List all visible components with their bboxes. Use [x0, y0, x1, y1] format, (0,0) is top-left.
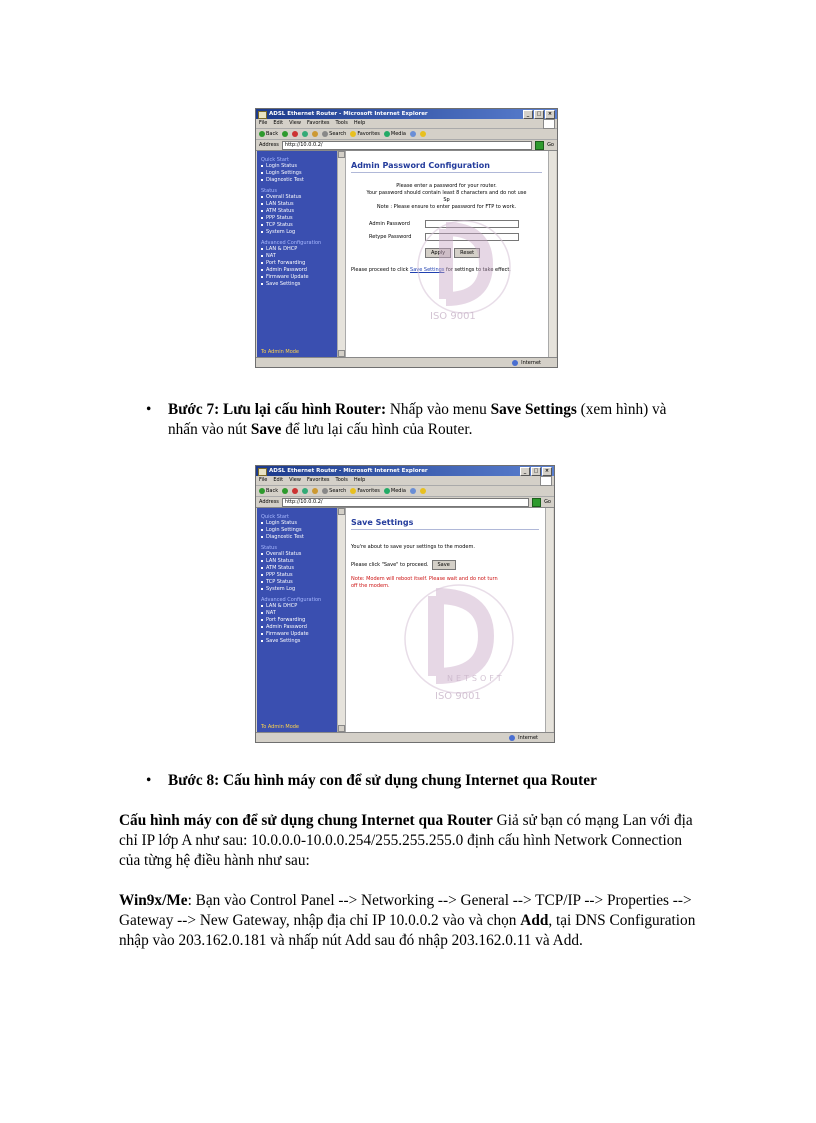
to-admin-mode-link[interactable]: To Admin Mode — [261, 349, 300, 355]
toolbar — [256, 129, 557, 140]
menu-view[interactable]: View — [289, 477, 301, 483]
sidebar-item-port-forwarding[interactable]: Port Forwarding — [257, 617, 337, 624]
admin-password-label: Admin Password — [369, 221, 410, 227]
sidebar-section-advanced: Advanced Configuration — [261, 597, 322, 603]
windows-logo-icon — [540, 476, 552, 486]
browser-viewport — [257, 508, 553, 732]
sidebar-item-login-settings[interactable]: Login Settings — [257, 170, 337, 177]
save-button[interactable]: Save — [432, 560, 456, 570]
save-prompt: Please click "Save" to proceed. — [351, 562, 429, 568]
page-title: Save Settings — [351, 518, 539, 530]
menu-edit[interactable]: Edit — [273, 120, 284, 126]
window-titlebar — [256, 466, 554, 476]
back-arrow-icon — [259, 131, 265, 137]
internet-zone-icon — [512, 360, 518, 366]
sidebar-item-lan-status[interactable]: LAN Status — [257, 558, 337, 565]
maximize-button[interactable]: □ — [534, 110, 544, 119]
sidebar-item-atm-status[interactable]: ATM Status — [257, 208, 337, 215]
status-zone: Internet — [518, 734, 538, 741]
media-button[interactable]: Media — [384, 131, 406, 137]
close-button[interactable]: × — [545, 110, 555, 119]
search-button[interactable]: Search — [322, 131, 346, 137]
page-title: Admin Password Configuration — [351, 161, 542, 173]
menu-file[interactable]: File — [259, 477, 268, 483]
sidebar-item-save-settings[interactable]: Save Settings — [257, 281, 337, 288]
sidebar-item-port-forwarding[interactable]: Port Forwarding — [257, 260, 337, 267]
address-label: Address — [259, 499, 279, 505]
content-pane — [345, 151, 548, 357]
sidebar-item-tcp-status[interactable]: TCP Status — [257, 579, 337, 586]
sidebar-item-nat[interactable]: NAT — [257, 253, 337, 260]
star-icon — [350, 488, 356, 494]
status-bar — [256, 732, 554, 742]
forward-arrow-icon[interactable] — [282, 488, 288, 494]
minimize-button[interactable]: _ — [523, 110, 533, 119]
close-button[interactable]: × — [542, 467, 552, 476]
bullet-step7: • — [146, 401, 152, 418]
menu-tools[interactable]: Tools — [335, 120, 348, 126]
scroll-up-arrow[interactable] — [338, 151, 345, 158]
ie-icon — [258, 468, 267, 476]
sidebar-section-status: Status — [261, 545, 277, 551]
screenshot-admin-password — [255, 108, 558, 368]
ftp-note: Note : Please ensure to enter password for FTP to work. — [376, 204, 517, 210]
content-scrollbar[interactable] — [548, 151, 556, 357]
stop-icon[interactable] — [292, 488, 298, 494]
reboot-note: Note: Modem will reboot itself. Please wait and do not turn off the modem. — [351, 576, 498, 589]
paragraph-win9x: Win9x/Me: Bạn vào Control Panel --> Networking --> General --> TCP/IP --> Properties --> Gateway --> New Gateway, nhập địa chỉ IP 10.0.0.2 vào và chọn Add, tại DNS Configuration nhập vào 203.162.0.181 và nhấp nút Add sau đó nhập 203.162.0.11 và Add. — [119, 892, 696, 949]
to-admin-mode-link[interactable]: To Admin Mode — [261, 724, 300, 730]
refresh-icon[interactable] — [302, 488, 308, 494]
menu-help[interactable]: Help — [353, 120, 366, 126]
favorites-button[interactable]: Favorites — [350, 131, 380, 137]
maximize-button[interactable]: □ — [531, 467, 541, 476]
intro-line-2: Your password should contain least 8 characters and do not use — [366, 190, 527, 196]
toolbar — [256, 486, 554, 497]
apply-button[interactable]: Apply — [425, 248, 451, 258]
watermark-iso: ISO 9001 — [430, 311, 476, 322]
status-bar — [256, 357, 557, 367]
window-title: ADSL Ethernet Router - Microsoft Internet Explorer — [269, 468, 428, 474]
sidebar-item-firmware-update[interactable]: Firmware Update — [257, 631, 337, 638]
sidebar-item-system-log[interactable]: System Log — [257, 229, 337, 236]
favorites-button[interactable]: Favorites — [350, 488, 380, 494]
sidebar-item-tcp-status[interactable]: TCP Status — [257, 222, 337, 229]
sidebar-item-ppp-status[interactable]: PPP Status — [257, 215, 337, 222]
paragraph-network-setup: Cấu hình máy con để sử dụng chung Internet qua Router Giả sử bạn có mạng Lan với địa chỉ IP lớp A như sau: 10.0.0.0-10.0.0.254/255.255.255.0 định cấu hình Network Connection của từng hệ điều hành như sau: — [119, 812, 693, 869]
sidebar-section-status: Status — [261, 188, 277, 194]
proceed-note: Please proceed to click Save Settings for settings to take effect. — [351, 267, 511, 273]
go-label[interactable]: Go — [547, 142, 554, 148]
content-pane — [345, 508, 545, 732]
mail-icon[interactable] — [420, 131, 426, 137]
sidebar-item-lan-status[interactable]: LAN Status — [257, 201, 337, 208]
minimize-button[interactable]: _ — [520, 467, 530, 476]
save-intro: You're about to save your settings to the modem. — [351, 544, 475, 550]
menu-bar — [256, 119, 557, 129]
sidebar-item-admin-password[interactable]: Admin Password — [257, 267, 337, 274]
sidebar-section-quick-start: Quick Start — [261, 514, 289, 520]
menu-favorites[interactable]: Favorites — [306, 120, 330, 126]
ie-icon — [258, 111, 267, 119]
windows-logo-icon — [543, 119, 555, 129]
history-icon[interactable] — [410, 488, 416, 494]
content-scrollbar[interactable] — [545, 508, 553, 732]
sidebar-item-login-status[interactable]: Login Status — [257, 520, 337, 527]
sidebar-item-diagnostic-test[interactable]: Diagnostic Test — [257, 534, 337, 541]
step7-text: Bước 7: Lưu lại cấu hình Router: Nhấp vào menu Save Settings (xem hình) và nhấn vào nút Save để lưu lại cấu hình của Router. — [168, 401, 667, 438]
sidebar-item-ppp-status[interactable]: PPP Status — [257, 572, 337, 579]
sidebar-section-quick-start: Quick Start — [261, 157, 289, 163]
address-input[interactable]: http://10.0.0.2/ — [282, 141, 532, 150]
screenshot-save-settings — [255, 465, 555, 743]
sidebar-item-atm-status[interactable]: ATM Status — [257, 565, 337, 572]
status-zone: Internet — [521, 359, 541, 366]
address-bar — [256, 497, 554, 508]
menu-help[interactable]: Help — [353, 477, 366, 483]
forward-arrow-icon[interactable] — [282, 131, 288, 137]
watermark-iso: ISO 9001 — [435, 691, 481, 702]
step8-heading: Bước 8: Cấu hình máy con để sử dụng chung Internet qua Router — [168, 772, 597, 789]
admin-password-input[interactable] — [425, 220, 519, 228]
address-input[interactable]: http://10.0.0.2/ — [282, 498, 529, 507]
go-label[interactable]: Go — [544, 499, 551, 505]
watermark-brand: NETSOFT — [447, 674, 505, 683]
reset-button[interactable]: Reset — [454, 248, 480, 258]
home-icon[interactable] — [312, 131, 318, 137]
sidebar-item-login-status[interactable]: Login Status — [257, 163, 337, 170]
save-prompt-row — [351, 560, 539, 570]
back-arrow-icon — [259, 488, 265, 494]
go-arrow-icon[interactable] — [535, 141, 544, 150]
media-button[interactable]: Media — [384, 488, 406, 494]
sidebar-item-diagnostic-test[interactable]: Diagnostic Test — [257, 177, 337, 184]
back-button[interactable]: Back — [259, 488, 278, 494]
internet-zone-icon — [509, 735, 515, 741]
mail-icon[interactable] — [420, 488, 426, 494]
search-icon — [322, 131, 328, 137]
sidebar-item-overall-status[interactable]: Overall Status — [257, 194, 337, 201]
sidebar-item-save-settings[interactable]: Save Settings — [257, 638, 337, 645]
back-button[interactable]: Back — [259, 131, 278, 137]
sidebar-section-advanced: Advanced Configuration — [261, 240, 322, 246]
menu-bar — [256, 476, 554, 486]
sidebar-item-system-log[interactable]: System Log — [257, 586, 337, 593]
bullet-step8: • — [146, 772, 152, 789]
menu-file[interactable]: File — [259, 120, 268, 126]
router-sidebar — [257, 151, 337, 357]
menu-favorites[interactable]: Favorites — [306, 477, 330, 483]
search-button[interactable]: Search — [322, 488, 346, 494]
router-sidebar — [257, 508, 337, 732]
sidebar-item-nat[interactable]: NAT — [257, 610, 337, 617]
media-icon — [384, 131, 390, 137]
search-icon — [322, 488, 328, 494]
refresh-icon[interactable] — [302, 131, 308, 137]
window-titlebar — [256, 109, 557, 119]
sidebar-item-lan-dhcp[interactable]: LAN & DHCP — [257, 246, 337, 253]
sidebar-item-admin-password[interactable]: Admin Password — [257, 624, 337, 631]
browser-viewport — [257, 151, 556, 357]
go-arrow-icon[interactable] — [532, 498, 541, 507]
history-icon[interactable] — [410, 131, 416, 137]
home-icon[interactable] — [312, 488, 318, 494]
intro-line-3: Sp — [443, 197, 450, 203]
sidebar-item-firmware-update[interactable]: Firmware Update — [257, 274, 337, 281]
retype-password-input[interactable] — [425, 233, 519, 241]
retype-password-label: Retype Password — [369, 234, 412, 240]
menu-view[interactable]: View — [289, 120, 301, 126]
scroll-down-arrow[interactable] — [338, 350, 345, 357]
address-bar — [256, 140, 557, 151]
window-title: ADSL Ethernet Router - Microsoft Internet Explorer — [269, 111, 428, 117]
scroll-down-arrow[interactable] — [338, 725, 345, 732]
menu-tools[interactable]: Tools — [335, 477, 348, 483]
address-label: Address — [259, 142, 279, 148]
sidebar-item-login-settings[interactable]: Login Settings — [257, 527, 337, 534]
scroll-up-arrow[interactable] — [338, 508, 345, 515]
stop-icon[interactable] — [292, 131, 298, 137]
save-settings-link[interactable]: Save Settings — [410, 267, 445, 273]
menu-edit[interactable]: Edit — [273, 477, 284, 483]
sidebar-item-lan-dhcp[interactable]: LAN & DHCP — [257, 603, 337, 610]
media-icon — [384, 488, 390, 494]
sidebar-item-overall-status[interactable]: Overall Status — [257, 551, 337, 558]
intro-line-1: Please enter a password for your router. — [396, 183, 497, 189]
star-icon — [350, 131, 356, 137]
